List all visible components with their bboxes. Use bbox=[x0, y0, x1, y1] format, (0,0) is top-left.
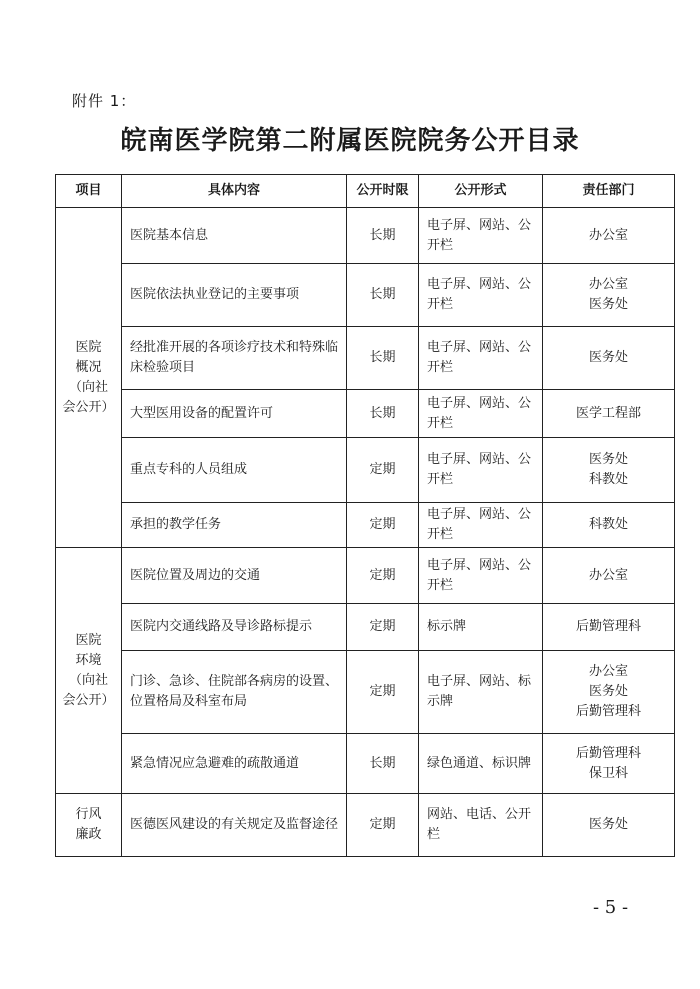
header-category: 项目 bbox=[56, 175, 122, 208]
content-cell: 经批准开展的各项诊疗技术和特殊临床检验项目 bbox=[122, 327, 347, 390]
category-cell bbox=[56, 794, 122, 857]
category-line: 会公开） bbox=[62, 692, 115, 708]
table-row bbox=[56, 548, 675, 604]
header-content: 具体内容 bbox=[122, 175, 347, 208]
content-cell: 医院基本信息 bbox=[122, 208, 347, 264]
content-cell: 医院内交通线路及导诊路标提示 bbox=[122, 604, 347, 651]
category-cell bbox=[56, 208, 122, 548]
content-cell: 医德医风建设的有关规定及监督途径 bbox=[122, 794, 347, 857]
category-line: （向社 bbox=[68, 379, 108, 395]
content-cell: 重点专科的人员组成 bbox=[122, 438, 347, 503]
period-cell: 定期 bbox=[347, 604, 419, 651]
form-cell: 电子屏、网站、公开栏 bbox=[419, 390, 543, 438]
table-row bbox=[56, 794, 675, 857]
table-header-row bbox=[56, 175, 675, 208]
department-cell: 办公室 bbox=[543, 208, 675, 264]
department-cell: 办公室 bbox=[543, 548, 675, 604]
attachment-label: 附件 1： bbox=[72, 92, 137, 110]
table-row bbox=[56, 264, 675, 327]
table-row bbox=[56, 390, 675, 438]
department-cell: 后勤管理科 bbox=[543, 604, 675, 651]
table-row bbox=[56, 734, 675, 794]
header-department: 责任部门 bbox=[543, 175, 675, 208]
header-period: 公开时限 bbox=[347, 175, 419, 208]
form-cell: 网站、电话、公开栏 bbox=[419, 794, 543, 857]
period-cell: 长期 bbox=[347, 327, 419, 390]
table-row bbox=[56, 651, 675, 734]
content-cell: 医院依法执业登记的主要事项 bbox=[122, 264, 347, 327]
document-title: 皖南医学院第二附属医院院务公开目录 bbox=[120, 126, 580, 156]
period-cell: 长期 bbox=[347, 390, 419, 438]
category-line: 概况 bbox=[75, 359, 102, 375]
period-cell: 定期 bbox=[347, 548, 419, 604]
category-line: 行风 bbox=[75, 807, 102, 822]
form-cell: 电子屏、网站、标示牌 bbox=[419, 651, 543, 734]
category-line: 医院 bbox=[75, 632, 102, 648]
header-form: 公开形式 bbox=[419, 175, 543, 208]
department-cell: 医学工程部 bbox=[543, 390, 675, 438]
department-cell: 医务处 科教处 bbox=[543, 438, 675, 503]
content-cell: 大型医用设备的配置许可 bbox=[122, 390, 347, 438]
form-cell: 绿色通道、标识牌 bbox=[419, 734, 543, 794]
table-row bbox=[56, 208, 675, 264]
department-cell: 科教处 bbox=[543, 503, 675, 548]
department-cell: 医务处 bbox=[543, 794, 675, 857]
form-cell: 电子屏、网站、公开栏 bbox=[419, 327, 543, 390]
form-cell: 电子屏、网站、公开栏 bbox=[419, 438, 543, 503]
category-line: 会公开） bbox=[62, 399, 115, 415]
category-line: （向社 bbox=[68, 672, 108, 688]
period-cell: 定期 bbox=[347, 438, 419, 503]
form-cell: 电子屏、网站、公开栏 bbox=[419, 208, 543, 264]
period-cell: 长期 bbox=[347, 208, 419, 264]
form-cell: 电子屏、网站、公开栏 bbox=[419, 548, 543, 604]
table-row bbox=[56, 438, 675, 503]
department-cell: 办公室 医务处 后勤管理科 bbox=[543, 651, 675, 734]
content-cell: 门诊、急诊、住院部各病房的设置、位置格局及科室布局 bbox=[122, 651, 347, 734]
period-cell: 定期 bbox=[347, 651, 419, 734]
category-line: 医院 bbox=[75, 339, 102, 355]
form-cell: 电子屏、网站、公开栏 bbox=[419, 264, 543, 327]
disclosure-table bbox=[55, 174, 675, 857]
content-cell: 承担的教学任务 bbox=[122, 503, 347, 548]
content-cell: 医院位置及周边的交通 bbox=[122, 548, 347, 604]
category-cell bbox=[56, 548, 122, 794]
content-cell: 紧急情况应急避难的疏散通道 bbox=[122, 734, 347, 794]
department-cell: 办公室 医务处 bbox=[543, 264, 675, 327]
table-row bbox=[56, 604, 675, 651]
period-cell: 定期 bbox=[347, 503, 419, 548]
period-cell: 长期 bbox=[347, 734, 419, 794]
page-number: - 5 - bbox=[593, 897, 629, 918]
form-cell: 电子屏、网站、公开栏 bbox=[419, 503, 543, 548]
department-cell: 后勤管理科 保卫科 bbox=[543, 734, 675, 794]
table-row bbox=[56, 503, 675, 548]
table-row bbox=[56, 327, 675, 390]
category-line: 环境 bbox=[75, 652, 102, 668]
period-cell: 长期 bbox=[347, 264, 419, 327]
department-cell: 医务处 bbox=[543, 327, 675, 390]
form-cell: 标示牌 bbox=[419, 604, 543, 651]
category-line: 廉政 bbox=[75, 827, 102, 842]
period-cell: 定期 bbox=[347, 794, 419, 857]
